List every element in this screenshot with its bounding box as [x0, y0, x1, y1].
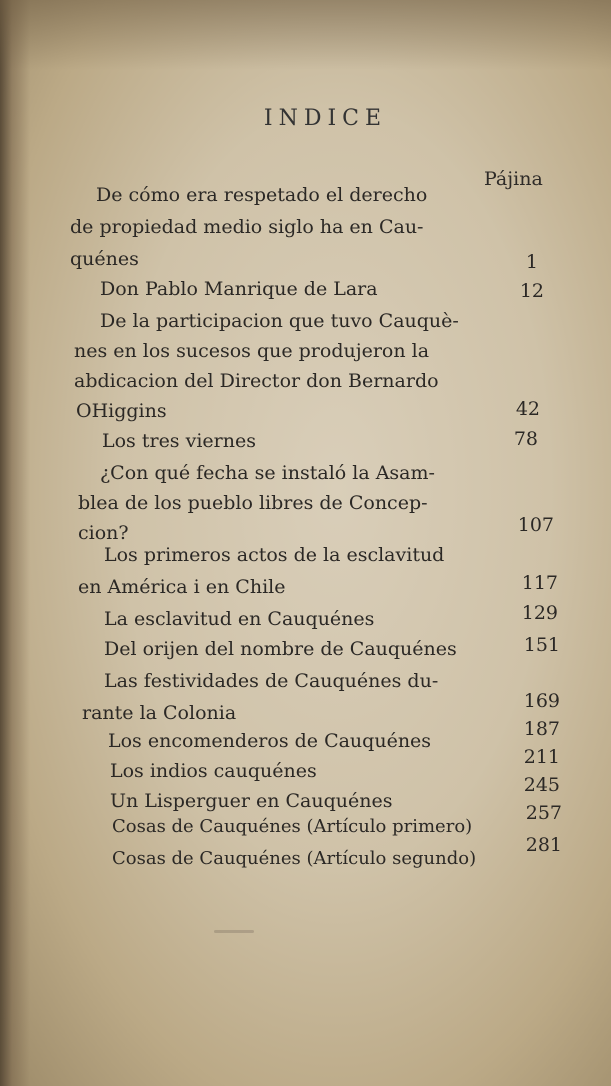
entry-line: quénes — [70, 248, 139, 270]
entry-line: Cosas de Cauquénes (Artículo segundo) — [112, 848, 477, 869]
page-number: 12 — [519, 280, 544, 302]
entry-line: De la participacion que tuvo Cauquè- — [100, 310, 459, 332]
page-number: 187 — [523, 718, 560, 740]
entry-line: Las festividades de Cauquénes du- — [104, 670, 439, 692]
entry-line: Cosas de Cauquénes (Artículo primero) — [112, 816, 473, 837]
page-number: 281 — [525, 834, 562, 856]
page-column-label: Pájina — [484, 168, 543, 190]
page-number: 211 — [523, 746, 560, 768]
page-number: 1 — [525, 251, 538, 273]
entry-line: nes en los sucesos que produjeron la — [74, 340, 430, 362]
page-number: 151 — [523, 634, 560, 656]
page-number: 129 — [521, 602, 558, 624]
page-number: 42 — [515, 398, 540, 420]
page-number: 107 — [517, 514, 554, 536]
entry-line: Un Lisperguer en Cauquénes — [110, 790, 393, 812]
page-number: 245 — [523, 774, 560, 796]
entry-line: de propiedad medio siglo ha en Cau- — [70, 216, 424, 238]
page-number: 78 — [513, 428, 538, 450]
entry-line: Del orijen del nombre de Cauquénes — [104, 638, 457, 660]
entry-line: Los encomenderos de Cauquénes — [108, 730, 432, 752]
page-number: 169 — [523, 690, 560, 712]
entry-line: blea de los pueblo libres de Concep- — [78, 492, 428, 514]
entry-line: Los indios cauquénes — [110, 760, 317, 782]
entry-line: OHiggins — [76, 400, 167, 422]
entry-line: La esclavitud en Cauquénes — [104, 608, 375, 630]
entry-line: Don Pablo Manrique de Lara — [100, 278, 378, 300]
entry-line: abdicacion del Director don Bernardo — [74, 370, 439, 392]
ink-smudge — [214, 930, 254, 933]
entry-line: De cómo era respetado el derecho — [96, 184, 428, 206]
index-heading: INDICE — [263, 106, 388, 131]
entry-line: Los primeros actos de la esclavitud — [104, 544, 445, 566]
entry-line: ¿Con qué fecha se instaló la Asam- — [100, 462, 435, 484]
page-number: 117 — [521, 572, 558, 594]
page-number: 257 — [525, 802, 562, 824]
entry-line: en América i en Chile — [78, 576, 286, 598]
entry-line: Los tres viernes — [102, 430, 256, 452]
entry-line: rante la Colonia — [82, 702, 237, 724]
entry-line: cion? — [78, 522, 129, 544]
